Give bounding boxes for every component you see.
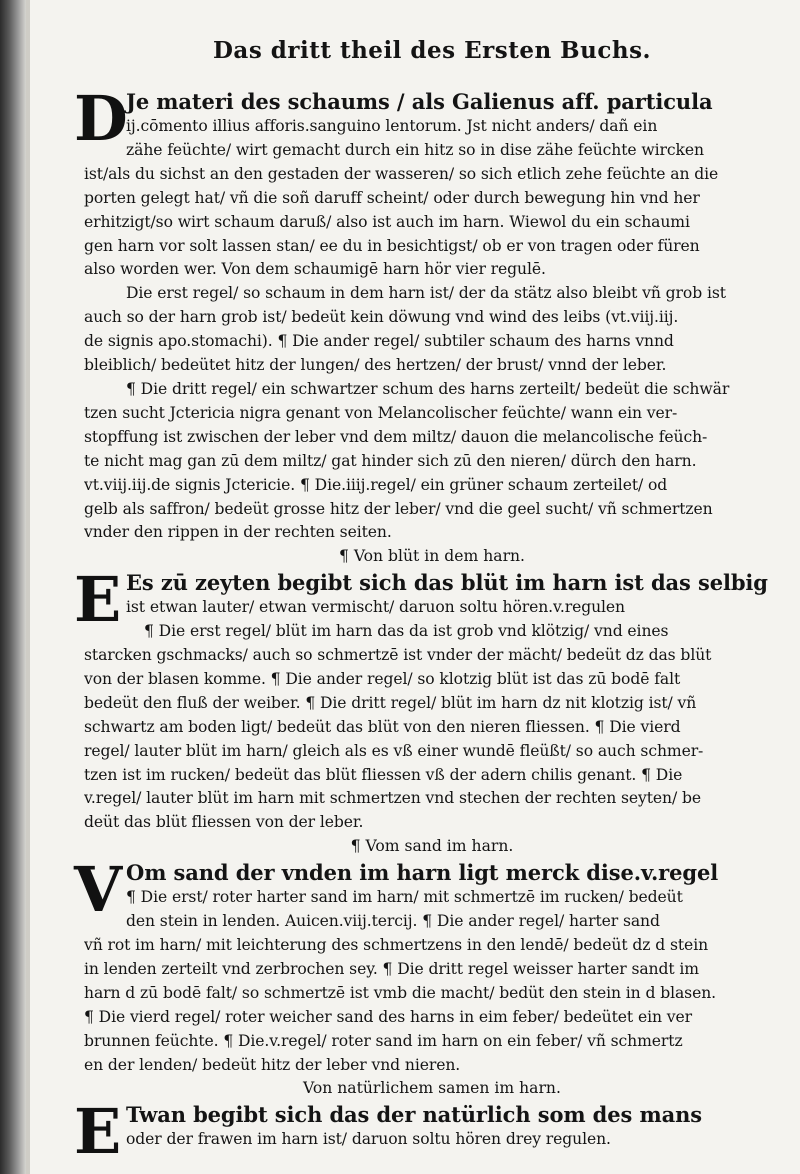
text-line: Je materi des schaums / als Galienus aff. particula bbox=[126, 89, 713, 114]
page-content bbox=[74, 82, 780, 1169]
text-line: regel/ lauter blüt im harn/ gleich als es vß einer wundē fleüßt/ so auch schmer- bbox=[84, 741, 704, 760]
text-line: vt.viij.iij.de signis Jctericie. ¶ Die.iiij.regel/ ein grüner schaum zerteilet/ od bbox=[84, 475, 668, 494]
text-line: starcken gschmacks/ auch so schmertzē ist vnder der mächt/ bedeüt dz das blüt bbox=[84, 646, 712, 665]
decorated-initial-samen: E bbox=[74, 1095, 122, 1169]
text-line: brunnen feüchte. ¶ Die.v.regel/ roter sand im harn on ein feber/ vñ schmertz bbox=[84, 1031, 683, 1050]
text-line: porten gelegt hat/ vñ die soñ daruff scheint/ oder durch bewegung hin vnd her bbox=[84, 188, 700, 207]
section-block-blut bbox=[74, 563, 780, 835]
text-line: in lenden zerteilt vnd zerbrochen sey. ¶ Die dritt regel weisser harter sandt im bbox=[84, 959, 699, 978]
book-page bbox=[74, 28, 780, 1169]
text-line: gelb als saffron/ bedeüt grosse hitz der leber/ vnd die geel sucht/ vñ schmertzen bbox=[84, 499, 713, 518]
text-line: stopffung ist zwischen der leber vnd dem miltz/ dauon die melancolische feüch- bbox=[84, 427, 708, 446]
text-line: den stein in lenden. Auicen.viij.tercij. ¶ Die ander regel/ harter sand bbox=[126, 912, 660, 931]
section-block-schaum bbox=[74, 82, 780, 545]
text-line: harn d zū bodē falt/ so schmertzē ist vmb die macht/ bedüt den stein in d blasen. bbox=[84, 983, 716, 1002]
book-gutter bbox=[0, 0, 26, 1174]
text-line: also worden wer. Von dem schaumigē harn hör vier regulē. bbox=[84, 260, 546, 279]
text-line: ¶ Die erst/ roter harter sand im harn/ mit schmertzē im rucken/ bedeüt bbox=[126, 888, 683, 907]
text-line: Om sand der vnden im harn ligt merck dise.v.regel bbox=[126, 860, 719, 886]
decorated-initial-sand: V bbox=[74, 853, 123, 927]
text-line: Die erst regel/ so schaum in dem harn ist/ der da stätz also bleibt vñ grob ist bbox=[126, 284, 726, 303]
text-line: vnder den rippen in der rechten seiten. bbox=[84, 523, 392, 542]
section-heading-blut: ¶ Von blüt in dem harn. bbox=[338, 547, 526, 566]
text-line: ¶ Die dritt regel/ ein schwartzer schum des harns zerteilt/ bedeüt die schwär bbox=[126, 379, 730, 398]
section-heading-samen: Von natürlichem samen im harn. bbox=[303, 1079, 561, 1098]
text-line: Es zū zeyten begibt sich das blüt im harn ist das selbig bbox=[126, 570, 768, 596]
section-block-samen bbox=[74, 1095, 780, 1169]
page-edge bbox=[26, 0, 30, 1174]
text-line: auch so der harn grob ist/ bedeüt kein döwung vnd wind des leibs (vt.viij.iij. bbox=[84, 308, 679, 327]
text-line: ist etwan lauter/ etwan vermischt/ daruon soltu hören.v.regulen bbox=[126, 598, 626, 617]
text-line: gen harn vor solt lassen stan/ ee du in besichtigst/ ob er von tragen oder füren bbox=[84, 236, 700, 255]
text-line: bedeüt den fluß der weiber. ¶ Die dritt regel/ blüt im harn dz nit klotzig ist/ vñ bbox=[84, 693, 697, 712]
text-line: ist/als du sichst an den gestaden der wasseren/ so sich etlich zehe feüchte an die bbox=[84, 164, 719, 183]
section-heading-sand: ¶ Vom sand im harn. bbox=[350, 837, 514, 856]
text-line: ¶ Die erst regel/ blüt im harn das da ist grob vnd klötzig/ vnd eines bbox=[144, 622, 669, 641]
text-line: oder der frawen im harn ist/ daruon soltu hören drey regulen. bbox=[126, 1130, 611, 1149]
text-line: tzen sucht Jctericia nigra genant von Melancolischer feüchte/ wann ein ver- bbox=[84, 403, 678, 422]
text-line: de signis apo.stomachi). ¶ Die ander regel/ subtiler schaum des harns vnnd bbox=[84, 332, 674, 351]
text-line: von der blasen komme. ¶ Die ander regel/ so klotzig blüt ist das zū bodē falt bbox=[84, 669, 681, 688]
text-line: deüt das blüt fliessen von der leber. bbox=[84, 813, 364, 832]
text-line: bleiblich/ bedeütet hitz der lungen/ des hertzen/ der brust/ vnnd der leber. bbox=[84, 356, 667, 375]
text-line: ij.cōmento illius afforis.sanguino lentorum. Jst nicht anders/ dañ ein bbox=[126, 117, 658, 135]
text-line: v.regel/ lauter blüt im harn mit schmertzen vnd stechen der rechten seyten/ be bbox=[84, 789, 702, 808]
text-line: erhitzigt/so wirt schaum daruß/ also ist auch im harn. Wiewol du ein schaumi bbox=[84, 212, 690, 231]
decorated-initial-schaum: D bbox=[74, 82, 128, 155]
text-line: en der lenden/ bedeüt hitz der leber vnd nieren. bbox=[84, 1055, 461, 1074]
section-block-sand bbox=[74, 853, 780, 1077]
decorated-initial-blut: E bbox=[74, 563, 122, 637]
text-line: ¶ Die vierd regel/ roter weicher sand des harns in eim feber/ bedeütet ein ver bbox=[84, 1007, 692, 1026]
text-line: te nicht mag gan zū dem miltz/ gat hinder sich zū den nieren/ dürch den harn. bbox=[84, 451, 697, 470]
text-line: vñ rot im harn/ mit leichterung des schmertzens in den lendē/ bedeüt dz d stein bbox=[84, 936, 709, 954]
page-title: Das dritt theil des Ersten Buchs. bbox=[212, 37, 652, 64]
text-line: tzen ist im rucken/ bedeüt das blüt fliessen vß der adern chilis genant. ¶ Die bbox=[84, 765, 683, 784]
text-line: schwartz am boden ligt/ bedeüt das blüt von den nieren fliessen. ¶ Die vierd bbox=[84, 717, 681, 736]
text-line: zähe feüchte/ wirt gemacht durch ein hitz so in dise zähe feüchte wircken bbox=[126, 140, 704, 159]
text-line: Twan begibt sich das der natürlich som des mans bbox=[126, 1102, 702, 1128]
